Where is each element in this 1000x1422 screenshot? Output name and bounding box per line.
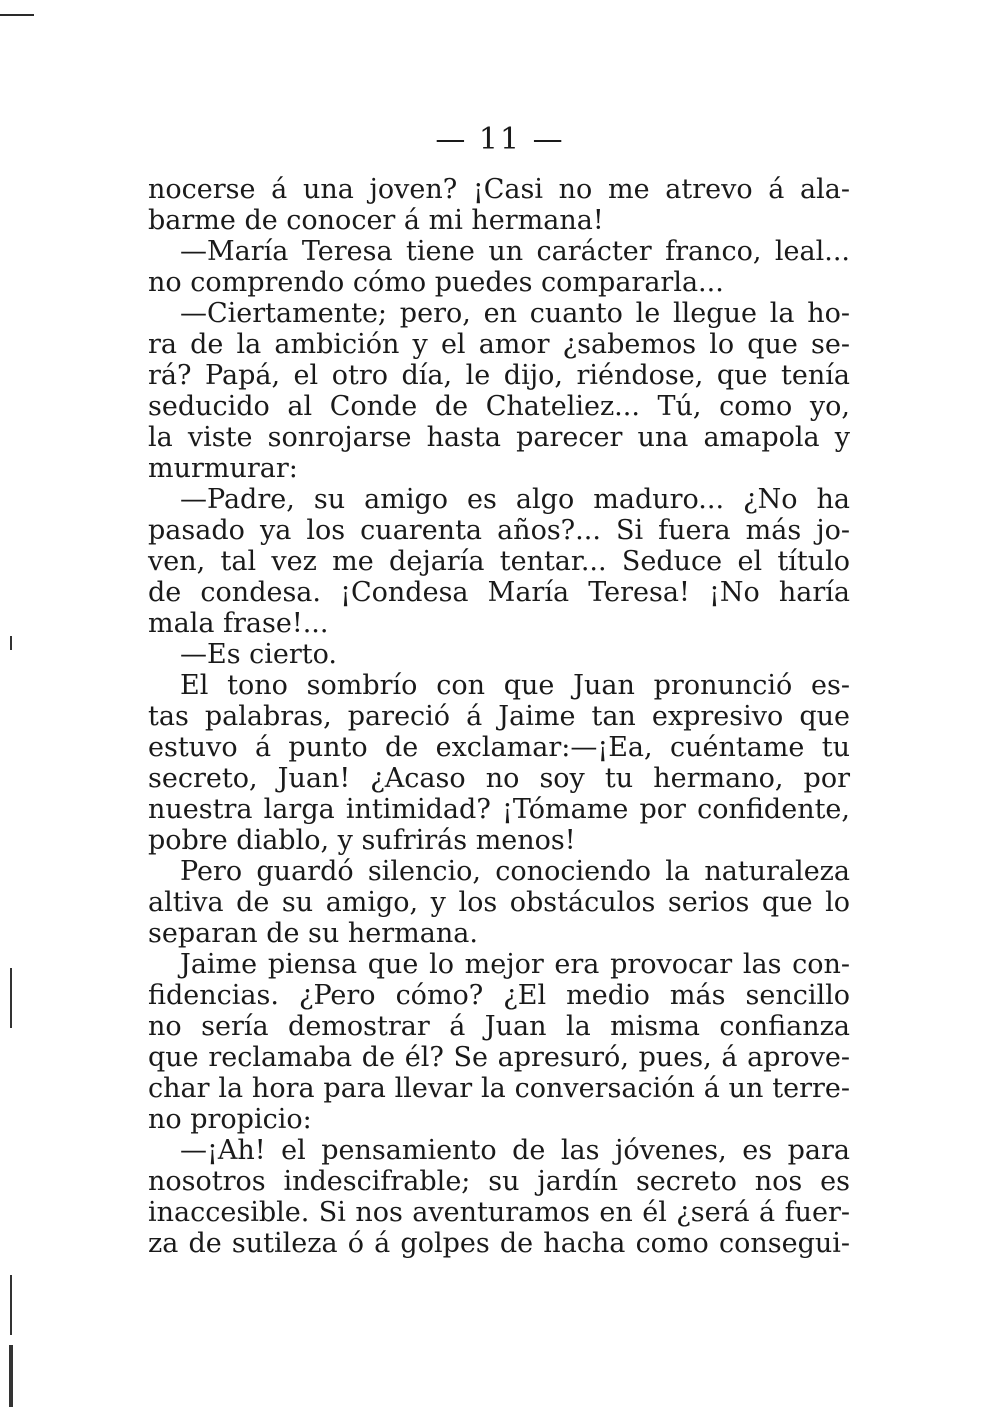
text-line: no comprendo cómo puedes compararla...	[148, 267, 724, 298]
text-line: pasado ya los cuarenta años?... Si fuera más jo-	[148, 515, 850, 546]
text-line: inaccesible. Si nos aventuramos en él ¿será á fuer-	[148, 1197, 850, 1228]
text-line: pobre diablo, y sufrirás menos!	[148, 825, 576, 856]
text-line: murmurar:	[148, 453, 298, 484]
text-line: la viste sonrojarse hasta parecer una amapola y	[148, 422, 850, 453]
text-line: —María Teresa tiene un carácter franco, leal...	[180, 236, 850, 267]
text-line: char la hora para llevar la conversación á un terre-	[148, 1073, 850, 1104]
text-line: ra de la ambición y el amor ¿sabemos lo que se-	[148, 329, 850, 360]
text-line: Pero guardó silencio, conociendo la naturaleza	[180, 856, 850, 887]
text-line: Jaime piensa que lo mejor era provocar las con-	[180, 949, 850, 980]
text-line: rá? Papá, el otro día, le dijo, riéndose, que tenía	[148, 360, 850, 391]
text-line: —Padre, su amigo es algo maduro... ¿No ha	[180, 484, 850, 515]
body-text	[148, 174, 850, 1259]
text-line: za de sutileza ó á golpes de hacha como consegui-	[148, 1228, 850, 1259]
margin-mark	[9, 1345, 13, 1407]
text-line: nuestra larga intimidad? ¡Tómame por confidente,	[148, 794, 850, 825]
text-line: barme de conocer á mi hermana!	[148, 205, 604, 236]
margin-mark	[10, 1275, 12, 1335]
text-line: separan de su hermana.	[148, 918, 478, 949]
text-line: mala frase!...	[148, 608, 329, 639]
text-line: altiva de su amigo, y los obstáculos serios que lo	[148, 887, 850, 918]
text-line: estuvo á punto de exclamar:—¡Ea, cuéntame tu	[148, 732, 850, 763]
text-line: tas palabras, pareció á Jaime tan expresivo que	[148, 701, 850, 732]
text-line: ven, tal vez me dejaría tentar... Seduce el título	[148, 546, 850, 577]
text-line: seducido al Conde de Chateliez... Tú, como yo,	[148, 391, 850, 422]
text-line: fidencias. ¿Pero cómo? ¿El medio más sencillo	[148, 980, 850, 1011]
text-line: El tono sombrío con que Juan pronunció es-	[180, 670, 850, 701]
text-line: nocerse á una joven? ¡Casi no me atrevo á ala-	[148, 174, 850, 205]
text-line: que reclamaba de él? Se apresuró, pues, á aprove-	[148, 1042, 850, 1073]
text-line: secreto, Juan! ¿Acaso no soy tu hermano, por	[148, 763, 850, 794]
margin-mark	[10, 636, 12, 650]
page-number: — 11 —	[435, 122, 565, 157]
text-line: —¡Ah! el pensamiento de las jóvenes, es para	[180, 1135, 850, 1166]
text-line: no propicio:	[148, 1104, 312, 1135]
text-line: de condesa. ¡Condesa María Teresa! ¡No haría	[148, 577, 850, 608]
text-line: no sería demostrar á Juan la misma confianza	[148, 1011, 850, 1042]
text-line: nosotros indescifrable; su jardín secreto nos es	[148, 1166, 850, 1197]
margin-mark	[10, 968, 12, 1028]
text-line: —Es cierto.	[180, 639, 338, 670]
text-line: —Ciertamente; pero, en cuanto le llegue la ho-	[180, 298, 850, 329]
top-edge-rule	[0, 14, 34, 16]
